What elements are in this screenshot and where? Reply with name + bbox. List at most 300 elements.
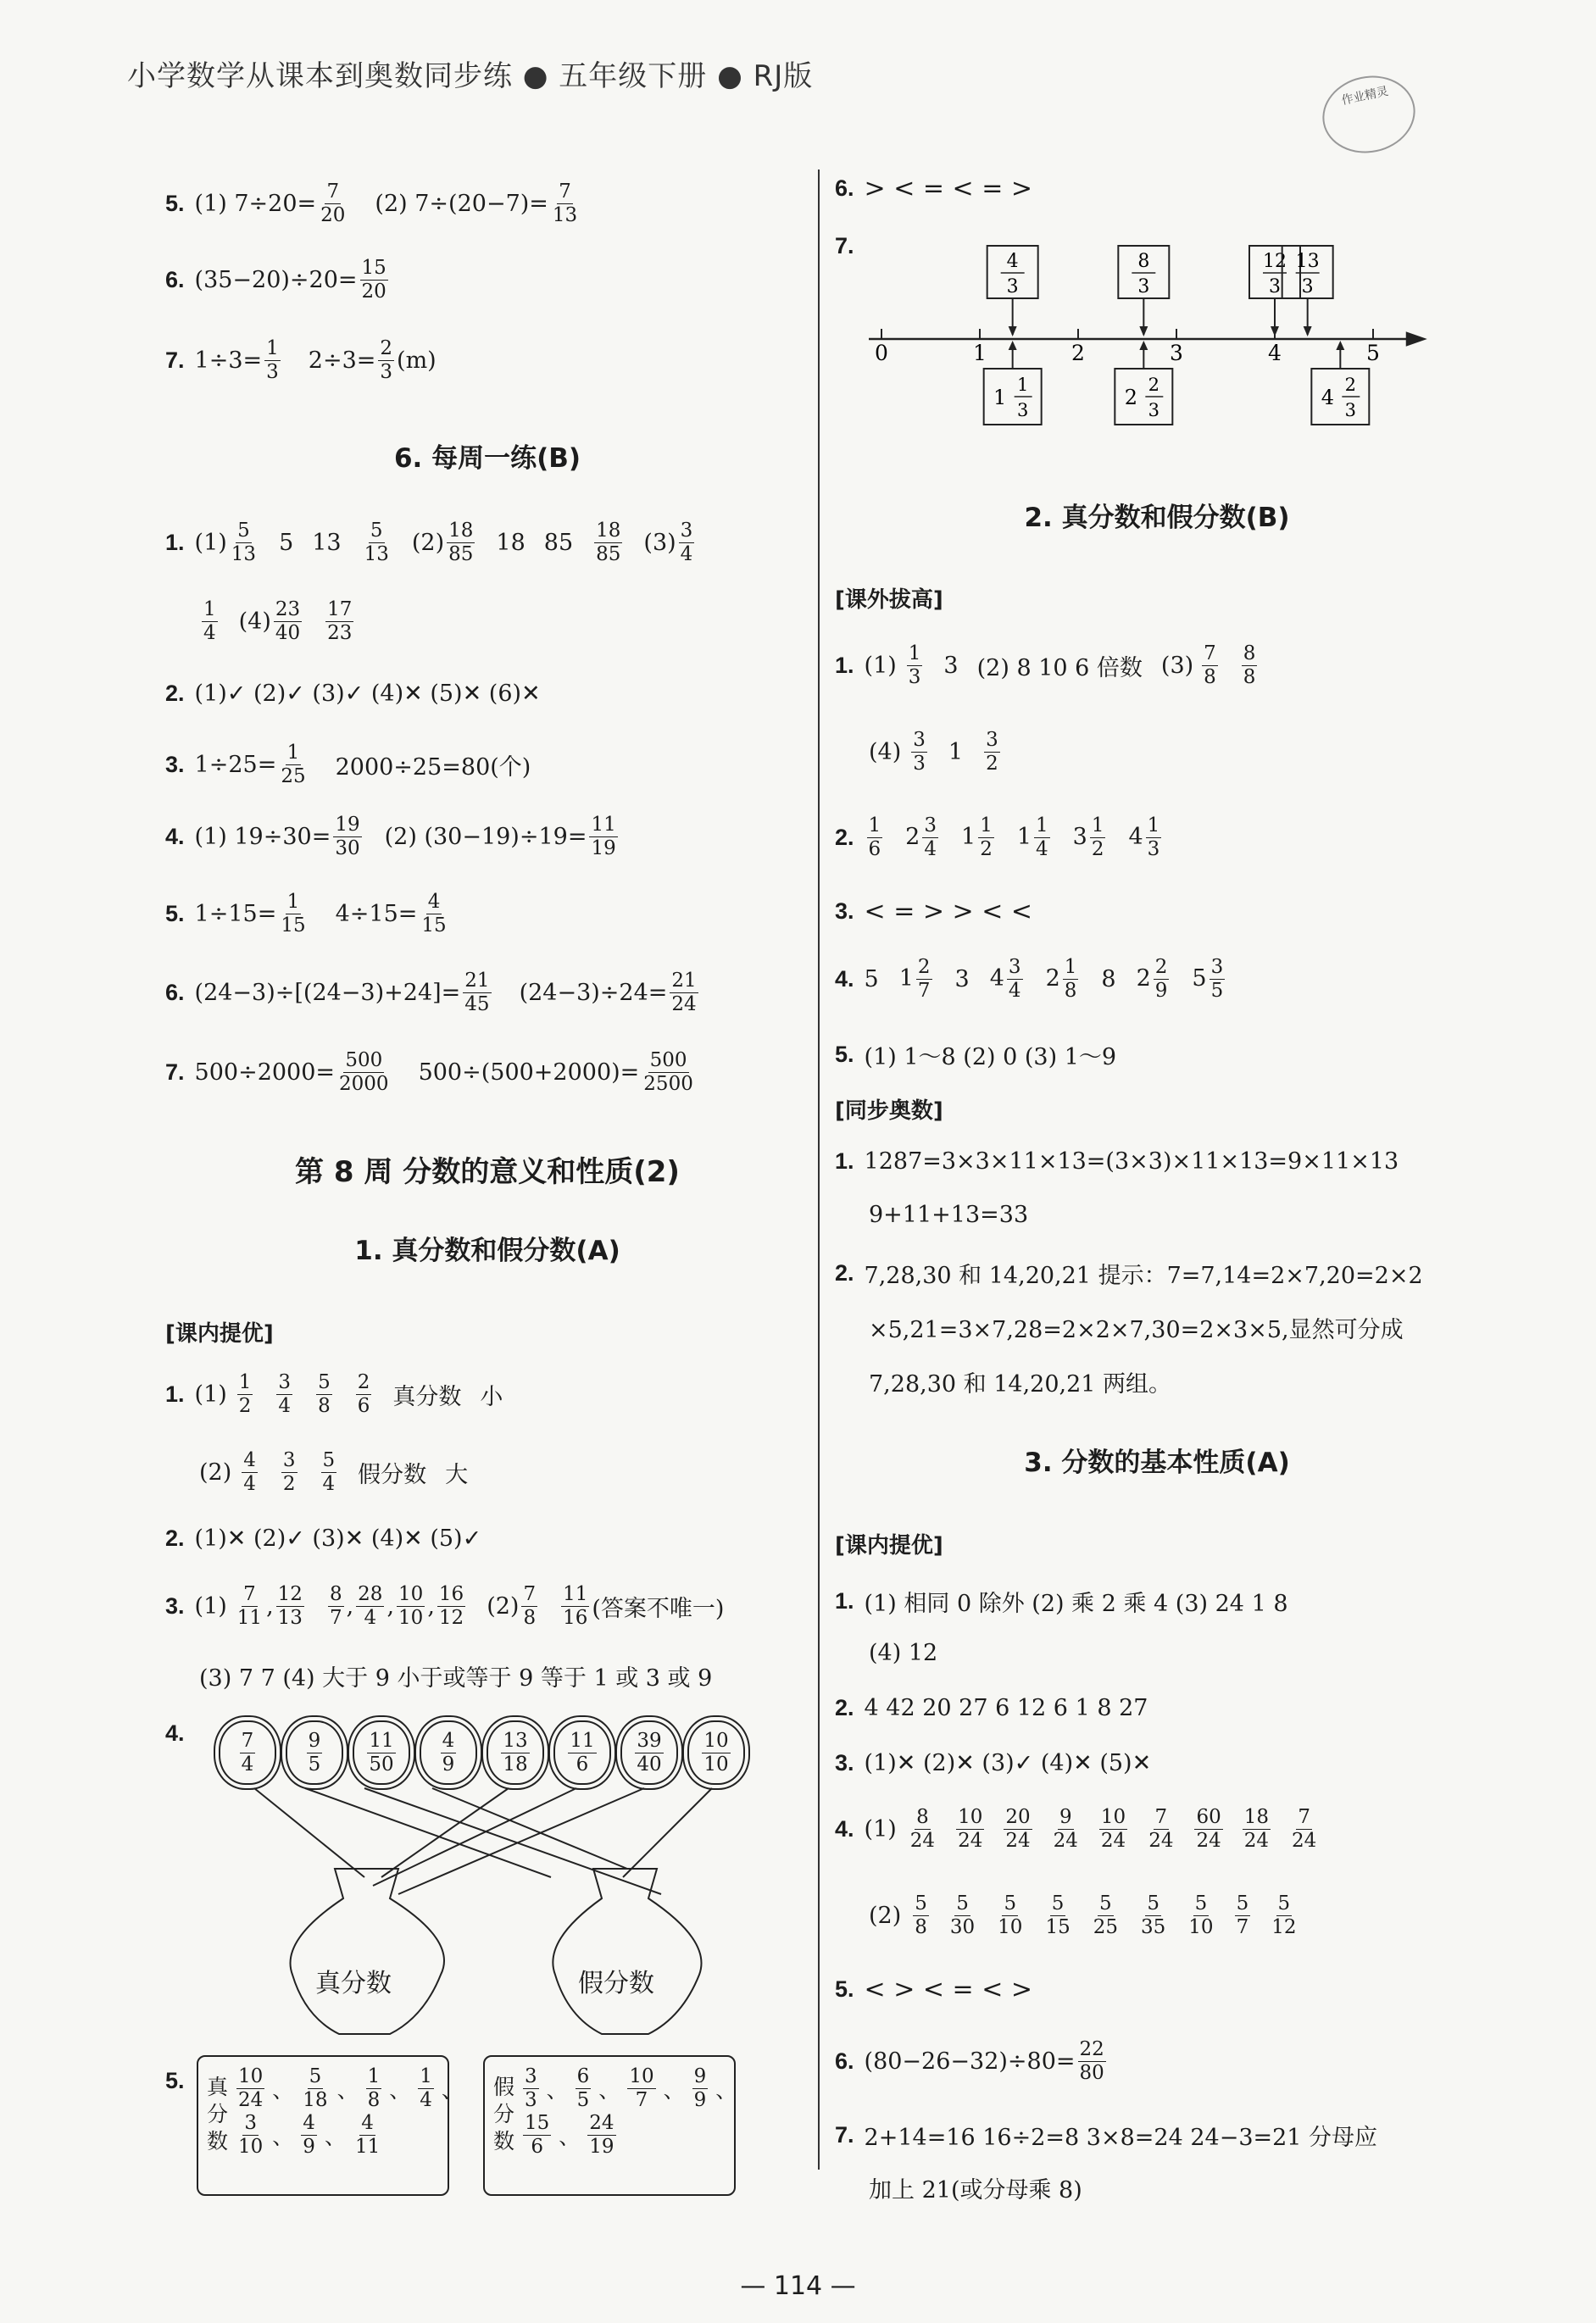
answer-text: 1287=3×3×11×13=(3×3)×11×13=9×11×13 <box>864 1148 1399 1175</box>
numerator: 13 <box>1295 251 1320 272</box>
item-num: 6. <box>165 980 185 1005</box>
fraction: $\frac{3}{5}$ <box>1210 956 1224 1002</box>
match-line <box>381 1788 509 1877</box>
fraction: $\frac{10}{7}$ <box>629 2065 654 2111</box>
bottom-fraction-box <box>1311 341 1369 425</box>
fraction: $\frac{10}{24}$ <box>1100 1806 1126 1852</box>
expr: 1÷3= <box>194 347 263 374</box>
r-c1 <box>835 1585 1288 1618</box>
fraction: $\frac{5}{12}$ <box>1271 1892 1297 1938</box>
fraction: $\frac{5}{25}$ <box>1093 1892 1119 1938</box>
tick-label: 1 <box>973 341 987 365</box>
item-num: 4. <box>165 1720 185 1746</box>
mixed-number <box>865 816 886 859</box>
fraction: $\frac{3}{4}$ <box>1008 956 1021 1002</box>
fraction: $\frac{18}{85}$ <box>448 520 474 565</box>
part: (1) <box>194 530 227 556</box>
whole-part: 4 <box>1128 824 1143 850</box>
item-num: 1. <box>835 1588 854 1614</box>
vase-improper <box>553 1869 701 2034</box>
axis-arrow <box>1407 333 1424 345</box>
arrow-tip <box>1139 341 1148 350</box>
fraction: $\frac{3}{3}$ <box>525 2065 537 2111</box>
denominator: 3 <box>1148 400 1160 420</box>
top-fraction-box <box>987 246 1038 336</box>
fraction: $\frac{5}{15}$ <box>1045 1892 1070 1938</box>
fraction: $\frac{23}{40}$ <box>275 598 301 644</box>
expr: 4÷15= <box>335 901 418 927</box>
fraction: $\frac{11}{19}$ <box>591 814 616 859</box>
fraction: $\frac{39}{40}$ <box>637 1729 662 1776</box>
fraction: $\frac{5}{10}$ <box>998 1892 1023 1938</box>
bottom-fraction-box <box>1115 341 1172 425</box>
weekly-q7 <box>165 1051 698 1094</box>
fraction: $\frac{9}{9}$ <box>693 2065 707 2111</box>
answer-text: (1)✕ (2)✓ (3)✕ (4)✕ (5)✓ <box>194 1526 482 1552</box>
improper-box <box>483 2055 736 2196</box>
fraction: $\frac{2}{6}$ <box>357 1371 370 1417</box>
item-num: 7. <box>835 2122 854 2148</box>
fraction: $\frac{15}{6}$ <box>525 2112 550 2158</box>
arrow-tip <box>1304 326 1312 336</box>
proper-box <box>197 2055 463 2196</box>
numerator: 2 <box>1344 375 1357 395</box>
mixed-number <box>1192 958 1227 1001</box>
expr: (1) 7÷20= <box>194 191 317 217</box>
top-fraction-box <box>1118 246 1169 336</box>
fraction: $\frac{12}{13}$ <box>277 1583 303 1629</box>
weekly-q1-cont <box>199 600 356 643</box>
item-num: 5. <box>835 1042 854 1067</box>
part: (3) <box>643 530 676 556</box>
fraction: $\frac{8}{7}$ <box>329 1583 342 1629</box>
arrow-tip <box>1271 326 1279 336</box>
answer-text: 7,28,30 和 14,20,21 两组。 <box>869 1371 1172 1398</box>
fraction: $\frac{3}{3}$ <box>913 729 926 775</box>
bottom-fraction-box <box>984 341 1042 425</box>
answer-text: (4) 12 <box>869 1640 938 1666</box>
weekly-q2 <box>165 681 541 707</box>
whole-part: 2 <box>905 824 920 850</box>
part: (1) <box>864 1816 897 1842</box>
answer-text: 真分数 <box>392 1384 462 1410</box>
header-title: 小学数学从课本到奥数同步练 <box>127 59 513 93</box>
fraction: $\frac{5}{8}$ <box>318 1371 331 1417</box>
fraction: $\frac{1}{2}$ <box>238 1371 252 1417</box>
fraction: $\frac{8}{8}$ <box>1243 642 1256 688</box>
whole-part: 8 <box>1101 966 1116 992</box>
r-o2-cont <box>869 1311 1404 1344</box>
item-num: 1. <box>835 653 854 678</box>
answer-text: 大 <box>445 1462 469 1488</box>
item-num: 2. <box>165 681 185 706</box>
mixed-number <box>865 966 879 992</box>
fraction: $\frac{7}{20}$ <box>320 181 346 226</box>
fraction: $\frac{18}{85}$ <box>596 520 621 565</box>
section-label: [课内提优] <box>835 1533 943 1559</box>
tick-label: 4 <box>1268 341 1282 365</box>
fraction: $\frac{1}{2}$ <box>1091 814 1104 860</box>
r-answer-6 <box>835 174 1032 203</box>
r-c3 <box>835 1750 1151 1776</box>
expr: 500÷2000= <box>194 1059 336 1086</box>
fraction: $\frac{3}{2}$ <box>986 729 998 775</box>
answer-text: 7,28,30 和 14,20,21 提示：7=7,14=2×7,20=2×2 <box>864 1263 1423 1289</box>
answer-text: (3) 7 7 (4) 大于 9 小于或等于 9 等于 1 或 3 或 9 <box>199 1665 713 1692</box>
proper-box-content: $\frac{10}{24}$ 、 $\frac{5}{18}$ 、 $\frac{1}{8}$ 、 $\frac{1}{4}$ 、 $\frac{3}{10}$ 、 $\frac{4}{9}$ 、 $\frac{4}{11}$ <box>238 2065 463 2158</box>
r-c7 <box>835 2119 1377 2152</box>
whole-part: 5 <box>864 966 879 992</box>
page-header: 小学数学从课本到奥数同步练 ● 五年级下册 ● RJ版 <box>127 59 814 93</box>
fraction: $\frac{1}{8}$ <box>1064 956 1077 1002</box>
item-num: 1. <box>165 1381 185 1407</box>
answer-text: (1) 相同 0 除外 (2) 乘 2 乘 4 (3) 24 1 8 <box>864 1591 1288 1617</box>
answer-text: (1) 1～8 (2) 0 (3) 1～9 <box>864 1044 1117 1070</box>
kn-q3: 3. (1) $\frac{7}{11}$ , $\frac{12}{13}$ $\frac{8}{7}$ , $\frac{28}{4}$ , $\frac{10}{10}$ , $\frac{16}{12}$ (2) $\frac{7}{8}$ $\frac{11}{16}$ (答案不唯一) <box>165 1583 725 1629</box>
r-c4-row1 <box>835 1808 1321 1851</box>
mixed-number <box>1137 958 1172 1001</box>
fraction: $\frac{60}{24}$ <box>1196 1806 1221 1852</box>
watermark-stamp <box>1315 68 1422 162</box>
answer-text: < = > > < < <box>864 897 1033 926</box>
fraction: $\frac{4}{9}$ <box>303 2112 315 2158</box>
expr: 500÷(500+2000)= <box>418 1059 640 1086</box>
part: (2) <box>487 1593 520 1620</box>
top-fraction-box <box>1282 246 1333 336</box>
r-o1-cont <box>869 1202 1028 1228</box>
fraction: $\frac{2}{7}$ <box>917 956 931 1002</box>
fraction: $\frac{9}{5}$ <box>308 1729 321 1776</box>
part: (3) <box>1160 653 1194 679</box>
r-c1-cont <box>869 1640 937 1666</box>
fraction: $\frac{4}{4}$ <box>243 1449 256 1495</box>
fraction: $\frac{7}{11}$ <box>236 1583 263 1629</box>
fraction: $\frac{24}{19}$ <box>589 2112 614 2158</box>
week-title: 第 8 周 分数的意义和性质(2) <box>295 1155 680 1189</box>
fraction: $\frac{10}{24}$ <box>238 2065 264 2111</box>
weekly-q6 <box>165 971 701 1014</box>
r-c6 <box>835 2040 1109 2083</box>
r-o2 <box>835 1257 1423 1290</box>
fraction: $\frac{8}{24}$ <box>909 1806 936 1852</box>
flower-fraction <box>420 1720 477 1785</box>
item-num: 3. <box>165 1593 185 1619</box>
flower-fraction <box>553 1720 611 1785</box>
whole-part: 3 <box>954 966 970 992</box>
expr: (1) 19÷30= <box>194 824 331 850</box>
expr: (24−3)÷24= <box>519 980 668 1006</box>
part: (1) <box>194 1593 227 1620</box>
denominator: 3 <box>1016 400 1029 420</box>
item-num: 5. <box>165 901 185 926</box>
fraction: $\frac{18}{24}$ <box>1243 1806 1270 1852</box>
item-num: 2. <box>835 825 854 850</box>
fraction: $\frac{1}{2}$ <box>980 814 993 860</box>
item-num: 4. <box>835 1816 854 1842</box>
item-num: 5. <box>165 2068 185 2093</box>
fraction: $\frac{5}{13}$ <box>231 520 257 565</box>
fraction: $\frac{500}{2000}$ <box>339 1049 389 1095</box>
part: (2) <box>411 530 445 556</box>
item-num: 6. <box>835 2048 854 2074</box>
match-line <box>373 1788 576 1886</box>
answer-text: 9+11+13=33 <box>869 1202 1029 1228</box>
fraction: $\frac{4}{11}$ <box>354 2112 381 2158</box>
weekly-q4 <box>165 815 620 859</box>
fraction: $\frac{1}{25}$ <box>281 742 306 787</box>
part: (4) <box>238 609 271 635</box>
tick-label: 5 <box>1366 341 1380 365</box>
flower-fraction <box>353 1720 410 1785</box>
numerator: 1 <box>1016 375 1029 395</box>
weekly-q5 <box>165 892 451 936</box>
match-line <box>398 1788 644 1894</box>
fraction: $\frac{7}{8}$ <box>523 1583 537 1629</box>
arrow-tip <box>1139 326 1148 336</box>
expr: (2) 7÷(20−7)= <box>375 191 548 217</box>
answer-text: ×5,21=3×7,28=2×2×7,30=2×3×5,显然可分成 <box>869 1317 1404 1343</box>
section-title: 1. 真分数和假分数(A) <box>354 1236 620 1266</box>
stamp-text: 作业精灵 <box>1340 84 1390 108</box>
item-num: 1. <box>165 530 185 555</box>
fraction: $\frac{20}{24}$ <box>1005 1806 1031 1852</box>
item-num: 1. <box>835 1148 854 1174</box>
answer-7 <box>165 339 437 382</box>
arrow-tip <box>1009 326 1017 336</box>
expr: (2) (30−19)÷19= <box>384 824 587 850</box>
fraction: $\frac{4}{15}$ <box>421 891 447 936</box>
answer-5 <box>165 182 581 225</box>
fraction: $\frac{11}{16}$ <box>563 1583 588 1629</box>
expr: (80−26−32)÷80= <box>864 2048 1076 2075</box>
value: 1 <box>948 739 964 765</box>
kn-q2 <box>165 1526 481 1552</box>
mixed-number <box>1101 966 1115 992</box>
whole-part: 1 <box>993 386 1007 409</box>
whole-part: 1 <box>898 965 914 992</box>
flower-fraction <box>219 1720 276 1785</box>
expr: (35−20)÷20= <box>194 267 358 293</box>
r-c5 <box>835 1975 1032 2004</box>
r-o2-cont2 <box>869 1365 1171 1398</box>
fraction: $\frac{11}{50}$ <box>369 1729 394 1776</box>
mixed-number <box>899 958 935 1001</box>
item-num: 3. <box>835 898 854 924</box>
answer-text: 4 42 20 27 6 12 6 1 8 27 <box>864 1695 1148 1721</box>
mixed-number <box>1073 816 1109 859</box>
fraction: $\frac{1}{3}$ <box>1147 814 1160 860</box>
kn-q3-cont <box>199 1659 712 1692</box>
fraction: $\frac{19}{30}$ <box>335 814 360 859</box>
page-number-value: 114 <box>773 2271 823 2301</box>
item-num: 2. <box>835 1260 854 1286</box>
part: (4) <box>869 739 902 765</box>
flower-fraction <box>487 1720 544 1785</box>
fraction: $\frac{5}{10}$ <box>1188 1892 1214 1938</box>
tick-label: 2 <box>1071 341 1085 365</box>
arrow-tip <box>1336 341 1344 350</box>
kn-q1b <box>199 1451 468 1494</box>
whole-part: 4 <box>989 965 1004 992</box>
item-num: 7. <box>165 347 185 373</box>
fraction: $\frac{15}{20}$ <box>361 257 386 303</box>
denominator: 3 <box>1006 276 1019 297</box>
numerator: 2 <box>1148 375 1160 395</box>
item-num: 5. <box>835 1976 854 2002</box>
value: 3 <box>943 653 959 679</box>
whole-part: 4 <box>1321 386 1334 409</box>
vase-proper <box>291 1869 445 2034</box>
fraction: $\frac{2}{9}$ <box>1154 956 1168 1002</box>
fraction: $\frac{1}{8}$ <box>367 2065 381 2111</box>
box-label: 真分数 <box>207 2075 229 2153</box>
fraction: $\frac{5}{13}$ <box>364 520 389 565</box>
unit: (m) <box>397 347 437 374</box>
fraction: $\frac{17}{23}$ <box>327 598 353 644</box>
r-o1 <box>835 1148 1399 1175</box>
item-num: 2. <box>835 1695 854 1720</box>
match-line <box>305 1788 551 1877</box>
fraction: $\frac{3}{4}$ <box>924 814 937 860</box>
mixed-number <box>905 816 941 859</box>
mixed-number <box>990 958 1026 1001</box>
answer-text: (2) 8 10 6 倍数 <box>976 655 1143 681</box>
answer-text: (1)✓ (2)✓ (3)✓ (4)✕ (5)✕ (6)✕ <box>194 681 541 707</box>
answer-text: < > < = < > <box>864 1975 1033 2004</box>
fraction: $\frac{9}{24}$ <box>1053 1806 1078 1852</box>
whole-part: 1 <box>1016 824 1032 850</box>
r-b1b <box>869 731 1003 774</box>
weekly-q1 <box>165 521 697 564</box>
fraction: $\frac{5}{8}$ <box>915 1892 927 1938</box>
expr: 2÷3= <box>308 347 376 374</box>
kn-q1a <box>165 1373 503 1416</box>
expr: 1÷15= <box>194 901 277 927</box>
whole-part: 2 <box>1045 965 1060 992</box>
fraction: $\frac{1}{3}$ <box>908 642 921 688</box>
denominator: 3 <box>1137 276 1150 297</box>
numerator: 4 <box>1006 251 1019 272</box>
vase-label-proper <box>315 1962 392 1999</box>
header-grade: 五年级下册 <box>559 59 708 93</box>
part: (2) <box>869 1903 902 1929</box>
section-label: [同步奥数] <box>835 1098 943 1124</box>
answer-text: (1)✕ (2)✕ (3)✓ (4)✕ (5)✕ <box>864 1750 1152 1776</box>
fraction: $\frac{1}{4}$ <box>1036 814 1048 860</box>
fraction: $\frac{6}{5}$ <box>576 2065 590 2111</box>
match-line <box>254 1788 364 1877</box>
fraction: $\frac{7}{8}$ <box>1204 642 1216 688</box>
kn-q5-num <box>165 2068 195 2094</box>
value: 85 <box>543 530 574 556</box>
item-num: 7. <box>835 233 854 258</box>
fraction: $\frac{2}{3}$ <box>380 337 393 383</box>
r-b3 <box>835 897 1032 926</box>
fraction: $\frac{7}{4}$ <box>241 1729 254 1776</box>
item-num: 7. <box>165 1059 185 1085</box>
fraction-box <box>1311 369 1369 425</box>
expr: 1÷25= <box>194 752 277 778</box>
fraction: $\frac{22}{80}$ <box>1079 2038 1104 2084</box>
flower-fraction <box>620 1720 678 1785</box>
fraction: $\frac{11}{6}$ <box>570 1729 595 1776</box>
part: (2) <box>199 1459 232 1486</box>
fraction: $\frac{16}{12}$ <box>438 1583 464 1629</box>
item-num: 5. <box>165 191 185 216</box>
flower-fraction <box>286 1720 343 1785</box>
whole-part: 3 <box>1072 824 1087 850</box>
answer-text: 加上 21(或分母乘 8) <box>869 2177 1082 2204</box>
fraction: $\frac{3}{10}$ <box>238 2112 264 2158</box>
header-edition: RJ版 <box>753 59 814 93</box>
fraction: $\frac{1}{15}$ <box>281 891 306 936</box>
improper-box-content: $\frac{3}{3}$ 、 $\frac{6}{5}$ 、 $\frac{10}{7}$ 、 $\frac{9}{9}$ 、 $\frac{15}{6}$ 、 $\frac{24}{19}$ <box>525 2065 737 2158</box>
fraction: $\frac{13}{18}$ <box>503 1729 528 1776</box>
tick-label: 3 <box>1170 341 1183 365</box>
answer-text: 假分数 <box>358 1462 427 1488</box>
item-num: 6. <box>165 267 185 292</box>
expr: (24−3)÷[(24−3)+24]= <box>194 980 461 1006</box>
match-line <box>364 1788 661 1894</box>
section-title: 2. 真分数和假分数(B) <box>1024 503 1290 533</box>
answer-text: 小 <box>480 1384 503 1410</box>
whole-part: 5 <box>1192 965 1207 992</box>
fraction: $\frac{1}{6}$ <box>868 814 881 860</box>
box-label: 假分数 <box>493 2075 515 2153</box>
mixed-number <box>955 966 970 992</box>
arrow-tip <box>1009 341 1017 350</box>
r-c7-cont <box>869 2171 1082 2204</box>
numerator: 8 <box>1137 251 1150 272</box>
r-b2 <box>835 816 1164 859</box>
answer-text: > < = < = > <box>864 174 1033 203</box>
top-fraction-box <box>1249 246 1300 336</box>
value: 5 <box>279 530 294 556</box>
fraction: $\frac{21}{24}$ <box>671 970 697 1015</box>
number-line <box>848 242 1596 445</box>
match-line <box>432 1788 627 1869</box>
fraction: $\frac{5}{35}$ <box>1141 1892 1166 1938</box>
whole-part: 2 <box>1124 386 1137 409</box>
item-num: 3. <box>835 1750 854 1776</box>
fraction: $\frac{4}{9}$ <box>442 1729 455 1776</box>
part: (1) <box>194 1381 227 1408</box>
r-b4 <box>835 958 1227 1001</box>
part: (1) <box>864 653 897 679</box>
weekly-q3 <box>165 743 531 786</box>
fraction: $\frac{10}{10}$ <box>398 1583 424 1629</box>
denominator: 3 <box>1344 400 1357 420</box>
item-num: 3. <box>165 752 185 777</box>
fraction: $\frac{5}{30}$ <box>949 1892 976 1938</box>
fraction: $\frac{5}{4}$ <box>322 1449 336 1495</box>
item-num: 2. <box>165 1526 185 1551</box>
item-num: 4. <box>165 824 185 849</box>
r-c4-row2 <box>869 1894 1301 1937</box>
whole-part: 2 <box>1136 965 1151 992</box>
vase-label: 真分数 <box>315 1969 392 1998</box>
mixed-number <box>1128 816 1164 859</box>
match-line <box>623 1788 712 1877</box>
value: 18 <box>496 530 526 556</box>
fraction: $\frac{1}{4}$ <box>203 598 216 644</box>
denominator: 3 <box>1269 276 1281 297</box>
fraction: $\frac{500}{2500}$ <box>643 1049 693 1095</box>
fraction: $\frac{1}{4}$ <box>420 2065 432 2111</box>
fraction: $\frac{3}{4}$ <box>680 520 693 565</box>
vase-label: 假分数 <box>578 1969 654 1998</box>
section-label: [课内提优] <box>165 1321 274 1347</box>
